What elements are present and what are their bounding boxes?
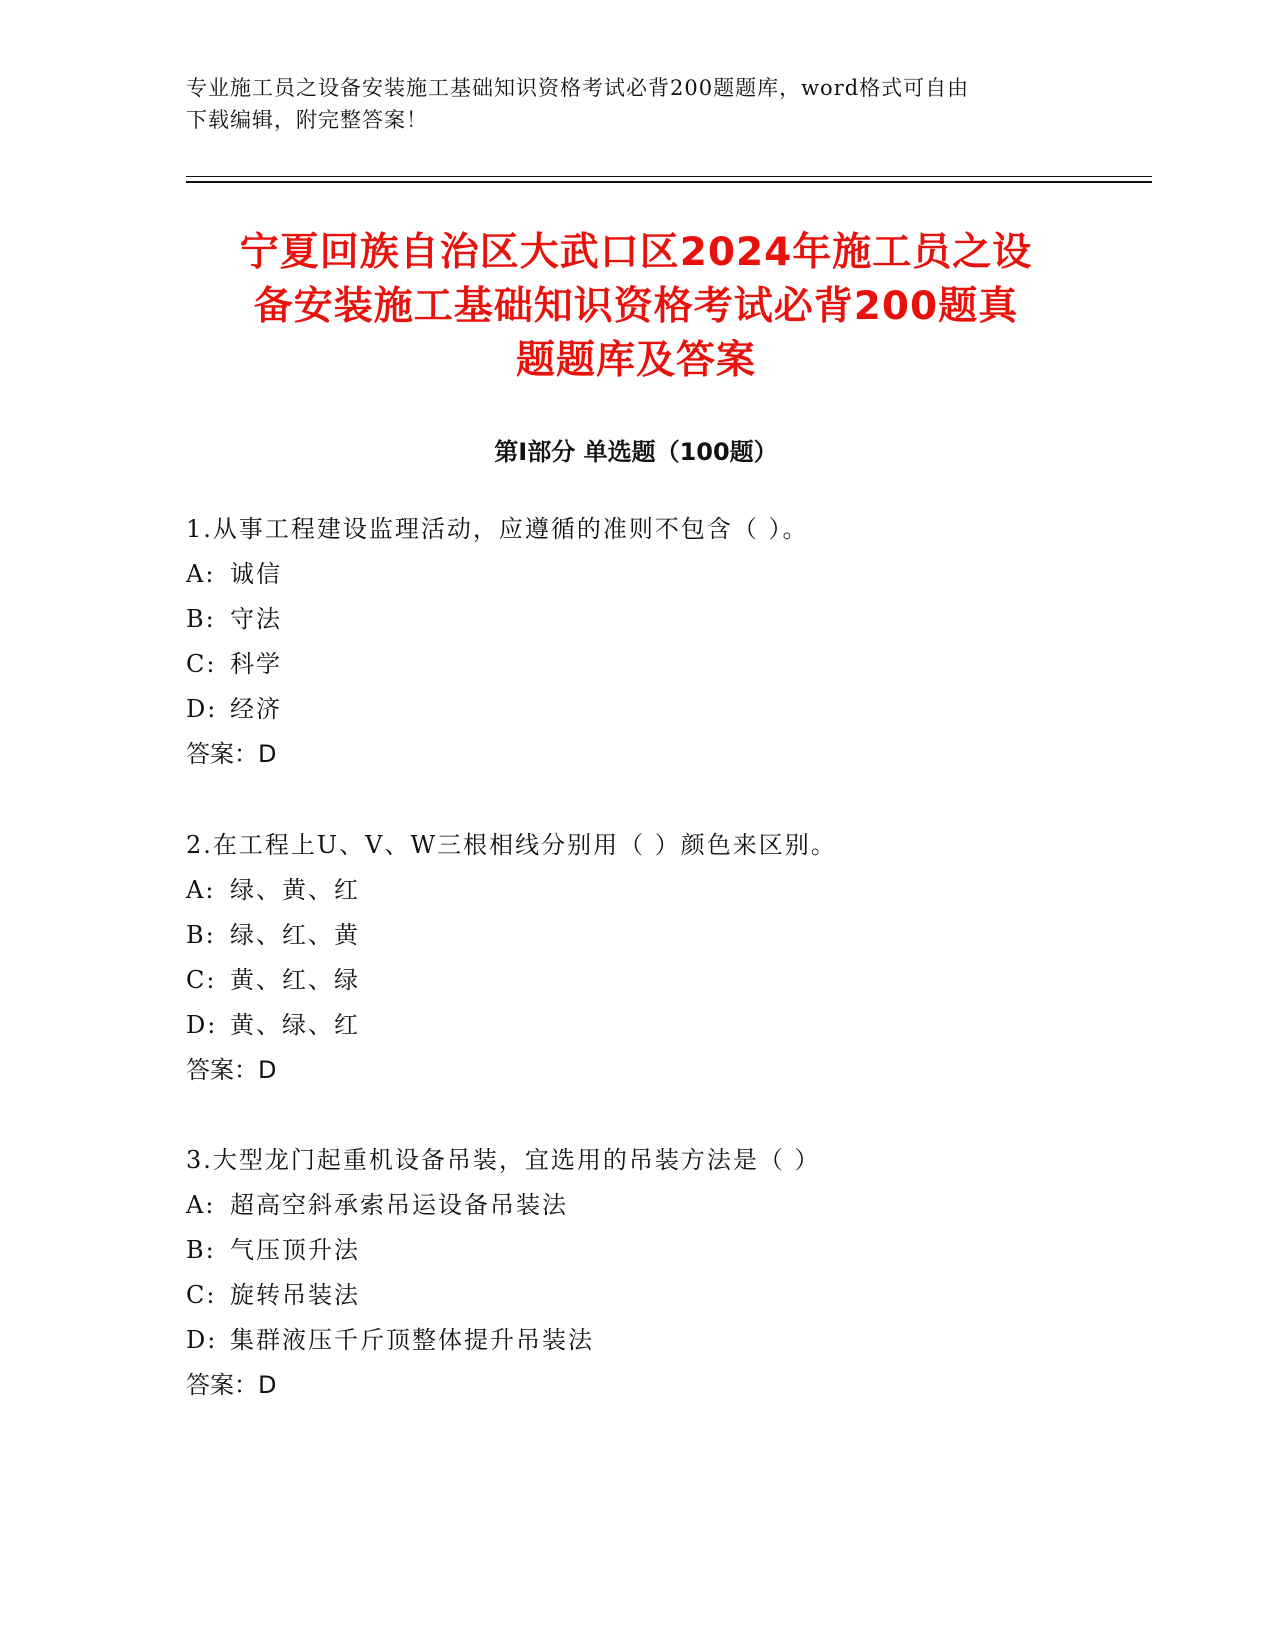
option-d [186, 687, 1086, 732]
option-text: 守法 [230, 605, 282, 633]
option-a [186, 868, 1086, 913]
option-key: D: [186, 1011, 218, 1039]
option-b [186, 597, 1086, 642]
option-text: 绿、红、黄 [230, 921, 360, 949]
option-text: 绿、黄、红 [230, 876, 360, 904]
option-b [186, 1228, 1086, 1273]
option-key: A: [186, 1191, 216, 1219]
option-key: B: [186, 1236, 216, 1264]
header-note-line-2: 下载编辑，附完整答案！ [186, 108, 428, 132]
option-key: D: [186, 1326, 218, 1354]
header-note-line-1: 专业施工员之设备安装施工基础知识资格考试必背200题题库，word格式可自由 [186, 76, 970, 100]
title-line-2: 备安装施工基础知识资格考试必背200题真 [253, 284, 1019, 329]
option-key: B: [186, 921, 216, 949]
option-key: C: [186, 1281, 217, 1309]
option-c [186, 642, 1086, 687]
option-key: B: [186, 605, 216, 633]
option-text: 黄、绿、红 [230, 1011, 360, 1039]
question-2 [186, 823, 1086, 1093]
option-key: A: [186, 876, 216, 904]
title-line-3: 题题库及答案 [515, 338, 756, 383]
title-line-1: 宁夏回族自治区大武口区2024年施工员之设 [239, 230, 1033, 275]
question-1 [186, 507, 1086, 777]
option-text: 旋转吊装法 [230, 1281, 360, 1309]
option-c [186, 1273, 1086, 1318]
option-text: 气压顶升法 [230, 1236, 360, 1264]
option-key: D: [186, 695, 218, 723]
option-key: A: [186, 560, 216, 588]
option-text: 超高空斜承索吊运设备吊装法 [230, 1191, 568, 1219]
answer: 答案：D [186, 1056, 277, 1084]
answer: 答案：D [186, 740, 277, 768]
option-text: 集群液压千斤顶整体提升吊装法 [230, 1326, 594, 1354]
question-3 [186, 1138, 1086, 1408]
option-b [186, 913, 1086, 958]
header-divider-thin [186, 176, 1152, 177]
section-heading: 第Ⅰ部分 单选题（100题） [494, 438, 778, 466]
option-text: 经济 [230, 695, 282, 723]
option-text: 科学 [230, 650, 282, 678]
option-key: C: [186, 650, 217, 678]
option-key: C: [186, 966, 217, 994]
option-d [186, 1003, 1086, 1048]
question-stem: 2.在工程上U、V、W三根相线分别用（ ）颜色来区别。 [186, 831, 837, 859]
option-d [186, 1318, 1086, 1363]
header-divider-thick [186, 181, 1152, 183]
option-text: 诚信 [230, 560, 282, 588]
option-a [186, 552, 1086, 597]
header-note [186, 72, 1066, 136]
option-a [186, 1183, 1086, 1228]
answer: 答案：D [186, 1371, 277, 1399]
question-stem: 1.从事工程建设监理活动，应遵循的准则不包含（ ）。 [186, 515, 809, 543]
option-c [186, 958, 1086, 1003]
question-stem: 3.大型龙门起重机设备吊装，宜选用的吊装方法是（ ） [186, 1146, 821, 1174]
option-text: 黄、红、绿 [230, 966, 360, 994]
document-title [186, 226, 1086, 388]
